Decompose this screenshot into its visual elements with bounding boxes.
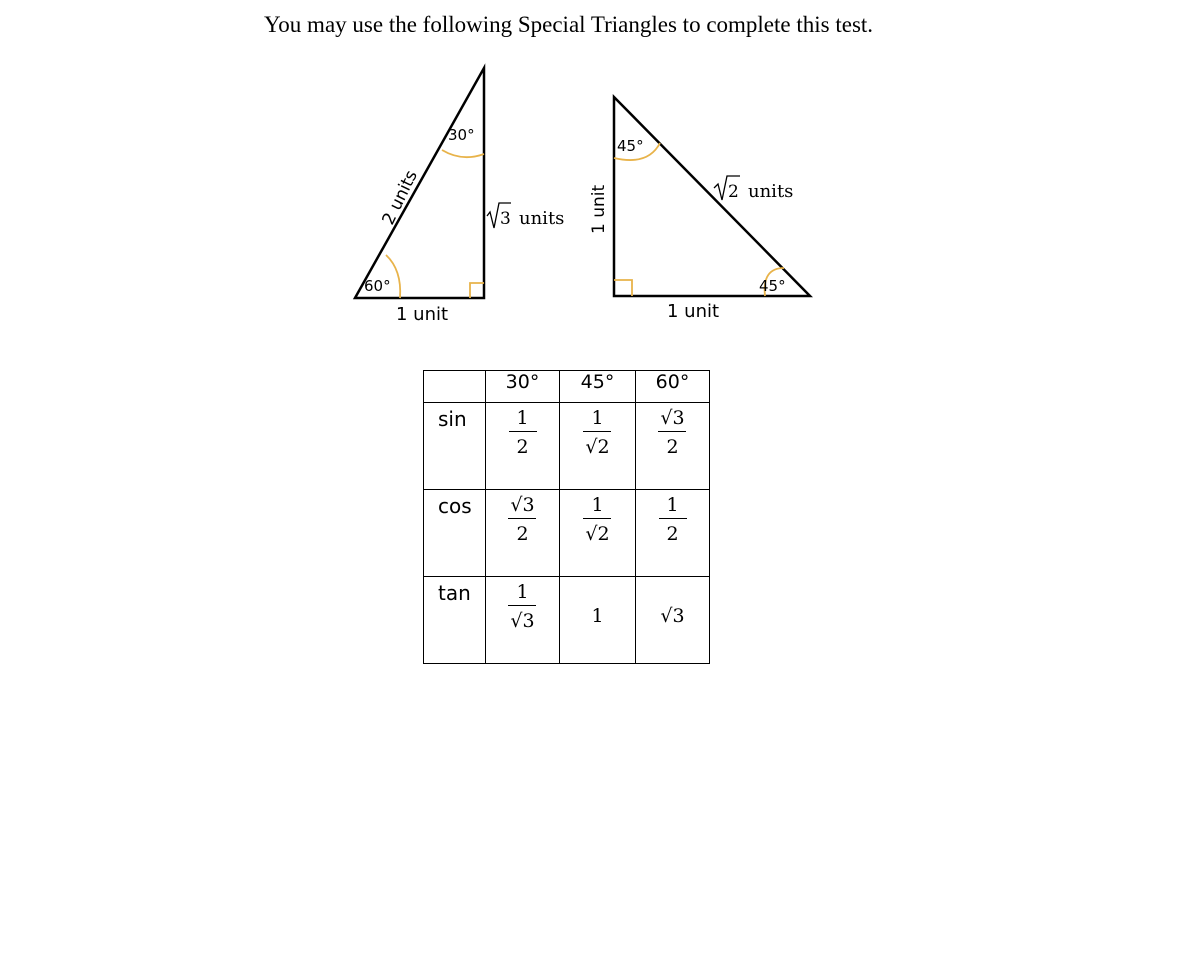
instruction-text: You may use the following Special Triangles to complete this test. — [264, 12, 874, 37]
denominator: 2 — [666, 523, 679, 545]
value-cell — [486, 403, 560, 490]
table-row — [424, 577, 710, 664]
table-header-row — [424, 371, 710, 403]
radicand: 3 — [500, 209, 511, 229]
value-cell — [636, 403, 710, 490]
table-row — [424, 490, 710, 577]
table-row — [424, 403, 710, 490]
numerator: 1 — [516, 581, 529, 603]
denominator: 2 — [516, 523, 529, 545]
denominator: 2 — [516, 436, 529, 458]
numerator: 1 — [591, 407, 604, 429]
hypotenuse-label: 2 units — [378, 167, 422, 229]
angle-label-60: 60° — [364, 277, 391, 295]
denominator: √2 — [585, 436, 610, 458]
function-label: sin — [424, 403, 486, 490]
radicand: 2 — [728, 182, 739, 202]
angle-label-45-top: 45° — [617, 137, 644, 155]
value-cell — [560, 490, 636, 577]
hypotenuse-label — [714, 176, 793, 202]
header-cell: 45° — [560, 371, 636, 403]
numerator: 1 — [591, 494, 604, 516]
numerator: √3 — [510, 494, 535, 516]
leg-units-text: units — [519, 208, 565, 229]
denominator: 2 — [666, 436, 679, 458]
function-label: tan — [424, 577, 486, 664]
angle-arc-30 — [442, 150, 484, 157]
single-value: √3 — [660, 605, 685, 627]
denominator: √2 — [585, 523, 610, 545]
header-cell: 30° — [486, 371, 560, 403]
numerator: 1 — [666, 494, 679, 516]
triangle-30-60-90-outline — [355, 68, 484, 298]
denominator: √3 — [510, 610, 535, 632]
header-corner-cell — [424, 371, 486, 403]
single-value: 1 — [591, 605, 604, 627]
numerator: 1 — [516, 407, 529, 429]
right-angle-marker — [470, 283, 484, 298]
value-cell — [636, 577, 710, 664]
special-triangles-figure — [0, 0, 1188, 360]
right-angle-marker — [614, 280, 632, 296]
base-label: 1 unit — [667, 301, 720, 322]
header-cell: 60° — [636, 371, 710, 403]
hypotenuse-units-text: units — [748, 181, 794, 202]
vertical-leg-label: 1 unit — [589, 184, 609, 234]
value-cell — [560, 577, 636, 664]
triangle-30-60-90 — [355, 68, 564, 325]
numerator: √3 — [660, 407, 685, 429]
function-label: cos — [424, 490, 486, 577]
vertical-leg-label — [487, 203, 564, 229]
trig-values-table — [423, 370, 710, 664]
value-cell — [486, 490, 560, 577]
value-cell — [486, 577, 560, 664]
value-cell — [636, 490, 710, 577]
triangle-45-45-90 — [589, 97, 810, 322]
base-label: 1 unit — [396, 304, 449, 325]
value-cell — [560, 403, 636, 490]
angle-label-30: 30° — [448, 126, 475, 144]
angle-label-45-bottom: 45° — [759, 277, 786, 295]
